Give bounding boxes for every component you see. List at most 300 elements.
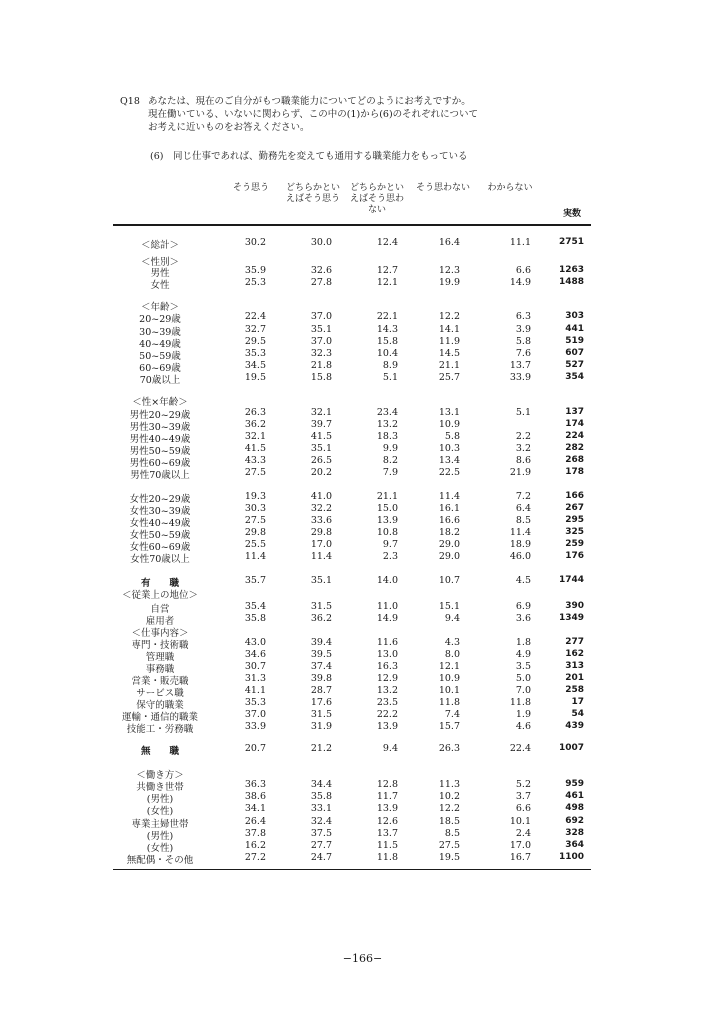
row-value: 3.5 bbox=[515, 661, 531, 672]
row-label: 70歳以上 bbox=[139, 375, 181, 386]
row-value: 8.5 bbox=[515, 515, 531, 526]
row-value: 10.1 bbox=[438, 685, 460, 696]
row-label: 運輸・通信的職業 bbox=[121, 712, 198, 723]
row-value: 27.7 bbox=[310, 840, 332, 851]
table-row bbox=[0, 539, 725, 551]
row-count: 692 bbox=[565, 816, 584, 826]
row-value: 13.9 bbox=[376, 515, 398, 526]
table-row bbox=[0, 828, 725, 840]
table-row bbox=[0, 767, 725, 779]
column-header-line: ない bbox=[367, 205, 386, 215]
row-value: 34.5 bbox=[244, 360, 266, 371]
row-value: 26.5 bbox=[310, 455, 332, 466]
row-count: 325 bbox=[565, 527, 584, 537]
row-label: 女性70歳以上 bbox=[130, 554, 190, 565]
table-row bbox=[0, 336, 725, 348]
row-value: 32.4 bbox=[310, 816, 332, 827]
row-value: 15.8 bbox=[376, 336, 398, 347]
row-value: 16.2 bbox=[244, 840, 266, 851]
column-header bbox=[278, 183, 348, 205]
table-row bbox=[0, 661, 725, 673]
row-value: 12.2 bbox=[438, 311, 460, 322]
row-value: 32.7 bbox=[244, 324, 266, 335]
column-header-line: そう思う bbox=[232, 183, 269, 193]
table-row bbox=[0, 637, 725, 649]
row-value: 24.7 bbox=[310, 852, 332, 863]
table-row bbox=[0, 685, 725, 697]
row-value: 39.4 bbox=[310, 637, 332, 648]
column-header bbox=[342, 183, 412, 216]
row-value: 37.0 bbox=[244, 709, 266, 720]
row-value: 9.4 bbox=[382, 743, 398, 754]
row-value: 4.9 bbox=[515, 649, 531, 660]
row-value: 30.0 bbox=[310, 237, 332, 248]
table-top-rule bbox=[113, 224, 591, 226]
row-value: 10.3 bbox=[438, 443, 460, 454]
row-value: 15.0 bbox=[376, 503, 398, 514]
row-value: 15.7 bbox=[438, 721, 460, 732]
row-value: 11.4 bbox=[438, 491, 460, 502]
row-value: 13.7 bbox=[376, 828, 398, 839]
column-header-line: 実数 bbox=[562, 209, 581, 219]
table-row bbox=[0, 348, 725, 360]
row-count: 295 bbox=[565, 515, 584, 525]
row-count: 1349 bbox=[558, 613, 584, 623]
table-row bbox=[0, 852, 725, 864]
row-count: 201 bbox=[565, 673, 584, 683]
row-value: 36.2 bbox=[310, 613, 332, 624]
row-value: 11.1 bbox=[509, 237, 531, 248]
row-value: 8.0 bbox=[444, 649, 460, 660]
row-value: 5.2 bbox=[515, 779, 531, 790]
row-label: 男性20~29歳 bbox=[129, 410, 191, 421]
row-value: 22.1 bbox=[376, 311, 398, 322]
row-value: 11.4 bbox=[244, 551, 266, 562]
row-value: 11.9 bbox=[438, 336, 460, 347]
table-row bbox=[0, 419, 725, 431]
row-value: 31.5 bbox=[310, 709, 332, 720]
column-header-line: えばそう思わ bbox=[349, 194, 404, 204]
row-label: 保守的職業 bbox=[136, 700, 184, 711]
table-row bbox=[0, 277, 725, 289]
table-row bbox=[0, 407, 725, 419]
table-row bbox=[0, 551, 725, 563]
row-value: 10.1 bbox=[509, 816, 531, 827]
row-value: 35.1 bbox=[310, 324, 332, 335]
row-value: 18.5 bbox=[438, 816, 460, 827]
row-value: 14.5 bbox=[438, 348, 460, 359]
row-value: 7.6 bbox=[515, 348, 531, 359]
row-count: 178 bbox=[565, 467, 584, 477]
row-value: 35.9 bbox=[244, 265, 266, 276]
row-value: 35.3 bbox=[244, 348, 266, 359]
row-value: 21.2 bbox=[310, 743, 332, 754]
question-block bbox=[120, 95, 590, 134]
row-value: 29.0 bbox=[438, 551, 460, 562]
table-row bbox=[0, 625, 725, 637]
row-label: 営業・販売職 bbox=[131, 676, 189, 687]
row-value: 11.5 bbox=[376, 840, 398, 851]
row-value: 33.9 bbox=[509, 372, 531, 383]
row-value: 11.3 bbox=[438, 779, 460, 790]
row-label: サービス職 bbox=[136, 688, 184, 699]
row-value: 18.9 bbox=[509, 539, 531, 550]
row-value: 46.0 bbox=[509, 551, 531, 562]
table-row bbox=[0, 709, 725, 721]
row-value: 22.4 bbox=[244, 311, 266, 322]
row-value: 7.9 bbox=[382, 467, 398, 478]
row-value: 8.9 bbox=[382, 360, 398, 371]
row-value: 23.4 bbox=[376, 407, 398, 418]
row-value: 15.8 bbox=[310, 372, 332, 383]
row-value: 34.4 bbox=[310, 779, 332, 790]
row-value: 35.7 bbox=[244, 575, 266, 586]
row-count: 259 bbox=[565, 539, 584, 549]
row-value: 36.2 bbox=[244, 419, 266, 430]
column-header-line: わからない bbox=[487, 183, 533, 193]
row-value: 12.6 bbox=[376, 816, 398, 827]
row-count: 176 bbox=[565, 551, 584, 561]
row-value: 29.8 bbox=[310, 527, 332, 538]
table-row bbox=[0, 467, 725, 479]
column-header-line: どちらかとい bbox=[349, 183, 404, 193]
row-value: 1.9 bbox=[515, 709, 531, 720]
sub-question: (6) 同じ仕事であれば、勤務先を変えても通用する職業能力をもっている bbox=[150, 151, 468, 162]
row-label: 無 職 bbox=[140, 746, 179, 757]
row-count: 1007 bbox=[558, 743, 584, 753]
row-value: 30.3 bbox=[244, 503, 266, 514]
row-value: 32.1 bbox=[244, 431, 266, 442]
column-header bbox=[220, 183, 282, 194]
table-row bbox=[0, 601, 725, 613]
row-value: 18.3 bbox=[376, 431, 398, 442]
row-label: 男性60~69歳 bbox=[129, 458, 191, 469]
row-count: 364 bbox=[565, 840, 584, 850]
row-value: 26.3 bbox=[244, 407, 266, 418]
row-value: 3.6 bbox=[515, 613, 531, 624]
row-value: 35.1 bbox=[310, 575, 332, 586]
table-row bbox=[0, 237, 725, 249]
row-label: 自営 bbox=[150, 604, 170, 615]
table-row bbox=[0, 515, 725, 527]
row-value: 41.5 bbox=[310, 431, 332, 442]
row-value: 9.9 bbox=[382, 443, 398, 454]
table-row bbox=[0, 265, 725, 277]
row-value: 33.9 bbox=[244, 721, 266, 732]
row-value: 8.2 bbox=[382, 455, 398, 466]
row-value: 16.3 bbox=[376, 661, 398, 672]
row-value: 19.9 bbox=[438, 277, 460, 288]
row-value: 36.3 bbox=[244, 779, 266, 790]
row-value: 32.1 bbox=[310, 407, 332, 418]
table-row bbox=[0, 394, 725, 406]
row-value: 16.6 bbox=[438, 515, 460, 526]
row-count: 441 bbox=[565, 324, 584, 334]
row-count: 277 bbox=[565, 637, 584, 647]
page-number: −166− bbox=[342, 952, 383, 965]
row-value: 2.3 bbox=[382, 551, 398, 562]
row-count: 607 bbox=[565, 348, 584, 358]
table-row bbox=[0, 503, 725, 515]
row-value: 43.0 bbox=[244, 637, 266, 648]
row-value: 11.4 bbox=[310, 551, 332, 562]
row-value: 20.7 bbox=[244, 743, 266, 754]
row-value: 37.8 bbox=[244, 828, 266, 839]
row-label: 男性 bbox=[150, 268, 170, 279]
row-value: 39.7 bbox=[310, 419, 332, 430]
row-value: 12.8 bbox=[376, 779, 398, 790]
row-value: 11.4 bbox=[509, 527, 531, 538]
row-label: 男性70歳以上 bbox=[130, 470, 190, 481]
row-value: 10.9 bbox=[438, 673, 460, 684]
row-value: 5.1 bbox=[515, 407, 531, 418]
row-count: 303 bbox=[565, 311, 584, 321]
row-value: 13.7 bbox=[509, 360, 531, 371]
row-label: 男性30~39歳 bbox=[129, 422, 191, 433]
table-row bbox=[0, 527, 725, 539]
row-value: 11.7 bbox=[376, 791, 398, 802]
row-value: 25.5 bbox=[244, 539, 266, 550]
row-value: 5.8 bbox=[515, 336, 531, 347]
row-value: 27.8 bbox=[310, 277, 332, 288]
row-label: ＜性×年齢＞ bbox=[132, 397, 188, 408]
row-value: 13.2 bbox=[376, 419, 398, 430]
row-value: 12.2 bbox=[438, 803, 460, 814]
row-value: 19.3 bbox=[244, 491, 266, 502]
row-value: 11.8 bbox=[376, 852, 398, 863]
row-count: 258 bbox=[565, 685, 584, 695]
row-value: 22.2 bbox=[376, 709, 398, 720]
row-value: 35.8 bbox=[310, 791, 332, 802]
row-count: 137 bbox=[565, 407, 584, 417]
table-row bbox=[0, 491, 725, 503]
row-label: (男性) bbox=[146, 831, 174, 842]
row-value: 35.8 bbox=[244, 613, 266, 624]
row-value: 21.9 bbox=[509, 467, 531, 478]
question-line-3: お考えに近いものをお答えください。 bbox=[148, 122, 310, 133]
column-header bbox=[477, 183, 543, 194]
row-value: 5.8 bbox=[444, 431, 460, 442]
row-value: 14.9 bbox=[509, 277, 531, 288]
row-count: 268 bbox=[565, 455, 584, 465]
row-label: 女性60~69歳 bbox=[129, 542, 191, 553]
row-label: 事務職 bbox=[145, 664, 175, 675]
row-count: 328 bbox=[565, 828, 584, 838]
row-count: 1100 bbox=[558, 852, 584, 862]
row-label: 管理職 bbox=[145, 652, 175, 663]
row-count: 267 bbox=[565, 503, 584, 513]
row-value: 12.1 bbox=[376, 277, 398, 288]
row-value: 13.9 bbox=[376, 721, 398, 732]
row-value: 10.4 bbox=[376, 348, 398, 359]
row-value: 27.5 bbox=[244, 515, 266, 526]
row-value: 21.8 bbox=[310, 360, 332, 371]
row-value: 35.3 bbox=[244, 697, 266, 708]
row-value: 22.4 bbox=[509, 743, 531, 754]
row-value: 6.9 bbox=[515, 601, 531, 612]
row-value: 29.8 bbox=[244, 527, 266, 538]
column-header bbox=[408, 183, 478, 194]
column-header bbox=[552, 209, 592, 220]
row-value: 12.4 bbox=[376, 237, 398, 248]
row-count: 17 bbox=[571, 697, 584, 707]
table-row bbox=[0, 443, 725, 455]
row-value: 10.9 bbox=[438, 419, 460, 430]
row-label: 女性50~59歳 bbox=[129, 530, 191, 541]
row-value: 43.3 bbox=[244, 455, 266, 466]
table-row bbox=[0, 721, 725, 733]
row-value: 35.4 bbox=[244, 601, 266, 612]
row-value: 27.5 bbox=[244, 467, 266, 478]
question-line-2: 現在働いている、いないに関わらず、この中の(1)から(6)のそれぞれについて bbox=[148, 109, 478, 120]
table-row bbox=[0, 372, 725, 384]
row-value: 6.6 bbox=[515, 265, 531, 276]
row-label: 女性30~39歳 bbox=[129, 506, 191, 517]
table-row bbox=[0, 840, 725, 852]
row-value: 7.2 bbox=[515, 491, 531, 502]
row-value: 7.0 bbox=[515, 685, 531, 696]
table-bottom-rule bbox=[113, 869, 591, 870]
row-value: 11.8 bbox=[438, 697, 460, 708]
row-value: 10.7 bbox=[438, 575, 460, 586]
row-value: 12.9 bbox=[376, 673, 398, 684]
row-value: 16.1 bbox=[438, 503, 460, 514]
row-value: 30.2 bbox=[244, 237, 266, 248]
row-value: 17.6 bbox=[310, 697, 332, 708]
row-label: 女性40~49歳 bbox=[129, 518, 191, 529]
row-value: 13.1 bbox=[438, 407, 460, 418]
row-value: 11.0 bbox=[376, 601, 398, 612]
row-count: 224 bbox=[565, 431, 584, 441]
row-value: 21.1 bbox=[376, 491, 398, 502]
row-count: 461 bbox=[565, 791, 584, 801]
row-value: 27.2 bbox=[244, 852, 266, 863]
row-value: 2.4 bbox=[515, 828, 531, 839]
table-row bbox=[0, 299, 725, 311]
row-label: ＜仕事内容＞ bbox=[131, 628, 189, 639]
row-value: 37.0 bbox=[310, 336, 332, 347]
table-row bbox=[0, 575, 725, 587]
row-value: 28.7 bbox=[310, 685, 332, 696]
row-value: 16.7 bbox=[509, 852, 531, 863]
row-value: 17.0 bbox=[310, 539, 332, 550]
row-value: 31.9 bbox=[310, 721, 332, 732]
row-value: 25.7 bbox=[438, 372, 460, 383]
row-value: 12.1 bbox=[438, 661, 460, 672]
row-value: 14.3 bbox=[376, 324, 398, 335]
table-row bbox=[0, 311, 725, 323]
row-value: 39.8 bbox=[310, 673, 332, 684]
row-value: 23.5 bbox=[376, 697, 398, 708]
row-value: 11.6 bbox=[376, 637, 398, 648]
table-row bbox=[0, 803, 725, 815]
table-row bbox=[0, 324, 725, 336]
row-value: 3.7 bbox=[515, 791, 531, 802]
row-value: 13.2 bbox=[376, 685, 398, 696]
column-header-line: そう思わない bbox=[415, 183, 470, 193]
row-value: 30.7 bbox=[244, 661, 266, 672]
table-row bbox=[0, 697, 725, 709]
row-value: 12.7 bbox=[376, 265, 398, 276]
row-count: 282 bbox=[565, 443, 584, 453]
row-value: 8.5 bbox=[444, 828, 460, 839]
row-label: 男性50~59歳 bbox=[129, 446, 191, 457]
row-value: 13.0 bbox=[376, 649, 398, 660]
row-label: (男性) bbox=[146, 794, 174, 805]
row-value: 19.5 bbox=[244, 372, 266, 383]
row-count: 2751 bbox=[558, 237, 584, 247]
row-count: 354 bbox=[565, 372, 584, 382]
row-value: 14.0 bbox=[376, 575, 398, 586]
row-value: 29.0 bbox=[438, 539, 460, 550]
row-label: 40~49歳 bbox=[139, 339, 181, 350]
row-value: 10.8 bbox=[376, 527, 398, 538]
row-value: 14.1 bbox=[438, 324, 460, 335]
row-value: 35.1 bbox=[310, 443, 332, 454]
row-value: 31.5 bbox=[310, 601, 332, 612]
row-count: 390 bbox=[565, 601, 584, 611]
row-count: 174 bbox=[565, 419, 584, 429]
row-value: 8.6 bbox=[515, 455, 531, 466]
row-value: 4.3 bbox=[444, 637, 460, 648]
row-label: 30~39歳 bbox=[139, 327, 181, 338]
column-header-line: どちらかとい bbox=[285, 183, 340, 193]
row-value: 17.0 bbox=[509, 840, 531, 851]
row-label: 20~29歳 bbox=[139, 314, 181, 325]
row-value: 11.8 bbox=[509, 697, 531, 708]
row-label: ＜総計＞ bbox=[140, 240, 179, 251]
table-row bbox=[0, 360, 725, 372]
row-count: 166 bbox=[565, 491, 584, 501]
row-value: 6.4 bbox=[515, 503, 531, 514]
row-value: 16.4 bbox=[438, 237, 460, 248]
row-value: 3.2 bbox=[515, 443, 531, 454]
row-count: 1744 bbox=[558, 575, 584, 585]
table-row bbox=[0, 455, 725, 467]
row-value: 22.5 bbox=[438, 467, 460, 478]
row-value: 31.3 bbox=[244, 673, 266, 684]
row-value: 25.3 bbox=[244, 277, 266, 288]
table-row bbox=[0, 649, 725, 661]
row-count: 519 bbox=[565, 336, 584, 346]
row-value: 3.9 bbox=[515, 324, 531, 335]
row-label: (女性) bbox=[146, 843, 174, 854]
column-header-line: えばそう思う bbox=[285, 194, 340, 204]
row-label: ＜働き方＞ bbox=[136, 770, 184, 781]
row-value: 13.4 bbox=[438, 455, 460, 466]
row-value: 2.2 bbox=[515, 431, 531, 442]
row-count: 439 bbox=[565, 721, 584, 731]
row-value: 37.0 bbox=[310, 311, 332, 322]
row-value: 5.1 bbox=[382, 372, 398, 383]
row-value: 26.4 bbox=[244, 816, 266, 827]
row-count: 498 bbox=[565, 803, 584, 813]
row-value: 37.4 bbox=[310, 661, 332, 672]
row-label: 女性 bbox=[150, 280, 170, 291]
row-value: 38.6 bbox=[244, 791, 266, 802]
row-value: 33.1 bbox=[310, 803, 332, 814]
table-row bbox=[0, 613, 725, 625]
row-value: 7.4 bbox=[444, 709, 460, 720]
row-value: 15.1 bbox=[438, 601, 460, 612]
row-value: 39.5 bbox=[310, 649, 332, 660]
row-value: 41.5 bbox=[244, 443, 266, 454]
table-row bbox=[0, 779, 725, 791]
row-value: 34.1 bbox=[244, 803, 266, 814]
row-value: 32.2 bbox=[310, 503, 332, 514]
row-label: 共働き世帯 bbox=[136, 782, 184, 793]
row-count: 527 bbox=[565, 360, 584, 370]
